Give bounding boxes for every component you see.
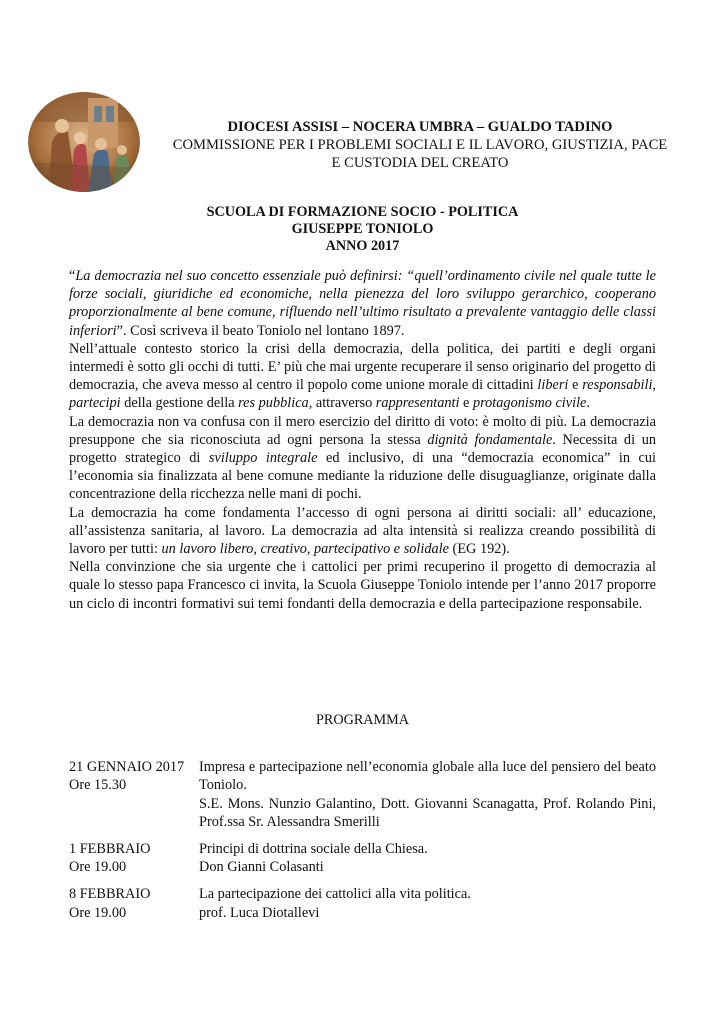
event-details: [199, 840, 656, 877]
emphasis: partecipi: [69, 395, 121, 412]
paragraph-3: [69, 413, 656, 504]
program-event: [69, 758, 656, 832]
school-year: ANNO 2017: [325, 238, 400, 254]
event-title: Impresa e partecipazione nell’economia globale alla luce del pensiero del beato Toniolo.: [199, 759, 656, 794]
paragraph-4: [69, 504, 656, 559]
school-name: SCUOLA DI FORMAZIONE SOCIO - POLITICA: [206, 204, 519, 220]
fresco-icon: [28, 92, 140, 192]
event-speakers: prof. Luca Diotallevi: [199, 904, 320, 921]
text-span: La democrazia non va confusa con il mero esercizio del diritto di voto: è molto di più. La democrazia presuppone che sia riconosciuta ad ogni persona la stessa: [69, 413, 656, 448]
text-span: Nell’attuale contesto storico la crisi della democrazia, della politica, dei partiti e degli organi intermedi è sotto gli occhi di tutti. E’ più che mai urgente recuperare il senso originario del progetto di democrazia, che aveva messo al centro il popolo come unione morale di cittadini: [69, 340, 656, 394]
commission-title: COMMISSIONE PER I PROBLEMI SOCIALI E IL LAVORO, GIUSTIZIA, PACE: [172, 137, 668, 153]
event-time: Ore 19.00: [69, 859, 127, 876]
text-span: della gestione della: [120, 395, 239, 412]
text-span: ed inclusivo, di una “democrazia economica” in cui l’economia sia finalizzata al bene comune mediante la riduzione delle disuguaglianze, originate dalla concentrazione della ricchezza nelle mani di pochi.: [69, 450, 656, 503]
event-details: [199, 885, 656, 922]
programma-title: PROGRAMMA: [315, 712, 410, 728]
event-date: 8 FEBBRAIO: [69, 886, 151, 903]
event-date: 1 FEBBRAIO: [69, 840, 151, 857]
text-span: , attraverso: [308, 395, 376, 412]
text-span: ,: [652, 377, 656, 394]
event-datetime: [69, 840, 199, 877]
program-event: [69, 885, 656, 922]
text-span: e: [568, 377, 583, 394]
emphasis: res pubblica: [238, 395, 309, 412]
school-person: GIUSEPPE TONIOLO: [291, 221, 434, 237]
emphasis: un lavoro libero, creativo, partecipativo e solidale: [161, 541, 449, 558]
paragraph-2: [69, 340, 656, 413]
body-text: [69, 267, 656, 613]
event-details: [199, 758, 656, 832]
paragraph-1: [69, 267, 656, 340]
event-title: Principi di dottrina sociale della Chiesa.: [199, 840, 428, 857]
toniolo-quote: La democrazia nel suo concetto essenziale può definirsi: “quell’ordinamento civile nel quale tutte le forze sociali, giuridiche ed economiche, nella pienezza del loro sviluppo gerarchico, cooperano proporzionalmente al bene comune, rifluendo nell’ultimo risultato a prevalente vantaggio delle classi inferiori: [69, 268, 656, 339]
text-span: . Necessita di un progetto strategico di: [69, 431, 656, 467]
event-speakers: S.E. Mons. Nunzio Galantino, Dott. Giovanni Scanagatta, Prof. Rolando Pini, Prof.ssa Sr. Alessandra Smerilli: [199, 795, 656, 831]
programma-list: [69, 758, 656, 930]
emphasis: dignità fondamentale: [427, 431, 553, 448]
emphasis: liberi: [537, 377, 569, 394]
text-span: e: [459, 395, 473, 412]
commission-subtitle: E CUSTODIA DEL CREATO: [331, 155, 509, 171]
event-datetime: [69, 885, 199, 922]
event-date: 21 GENNAIO 2017: [69, 759, 185, 775]
text-span: (EG 192).: [448, 541, 510, 558]
open-quote: “: [69, 268, 76, 284]
emphasis: rappresentanti: [375, 395, 460, 412]
diocese-logo-image: [28, 92, 140, 192]
event-title: La partecipazione dei cattolici alla vita politica.: [199, 886, 471, 903]
text-span: La democrazia ha come fondamenta l’accesso di ogni persona ai diritti sociali: all’ educazione, all’assistenza sanitaria, al lavoro. La democrazia ad alta intensità si realizza creando possibilità di lavoro per tutti:: [69, 504, 656, 558]
text-span: .: [586, 395, 590, 412]
event-time: Ore 15.30: [69, 777, 127, 794]
emphasis: sviluppo integrale: [208, 450, 318, 467]
quote-attribution: ”. Così scriveva il beato Toniolo nel lontano 1897.: [116, 322, 405, 339]
paragraph-5: Nella convinzione che sia urgente che i cattolici per primi recuperino il progetto di democrazia al quale lo stesso papa Francesco ci invita, la Scuola Giuseppe Toniolo intende per l’anno 2017 proporre un ciclo di incontri formativi sui temi fondanti della democrazia e della partecipazione responsabile.: [69, 559, 656, 612]
event-datetime: [69, 758, 199, 832]
emphasis: protagonismo civile: [472, 395, 587, 412]
header: [140, 118, 700, 172]
event-time: Ore 19.00: [69, 904, 127, 921]
diocese-title: DIOCESI ASSISI – NOCERA UMBRA – GUALDO TADINO: [227, 119, 613, 135]
school-title-block: [0, 204, 725, 255]
emphasis: responsabili: [582, 377, 653, 394]
program-event: [69, 840, 656, 877]
event-speakers: Don Gianni Colasanti: [199, 859, 324, 876]
